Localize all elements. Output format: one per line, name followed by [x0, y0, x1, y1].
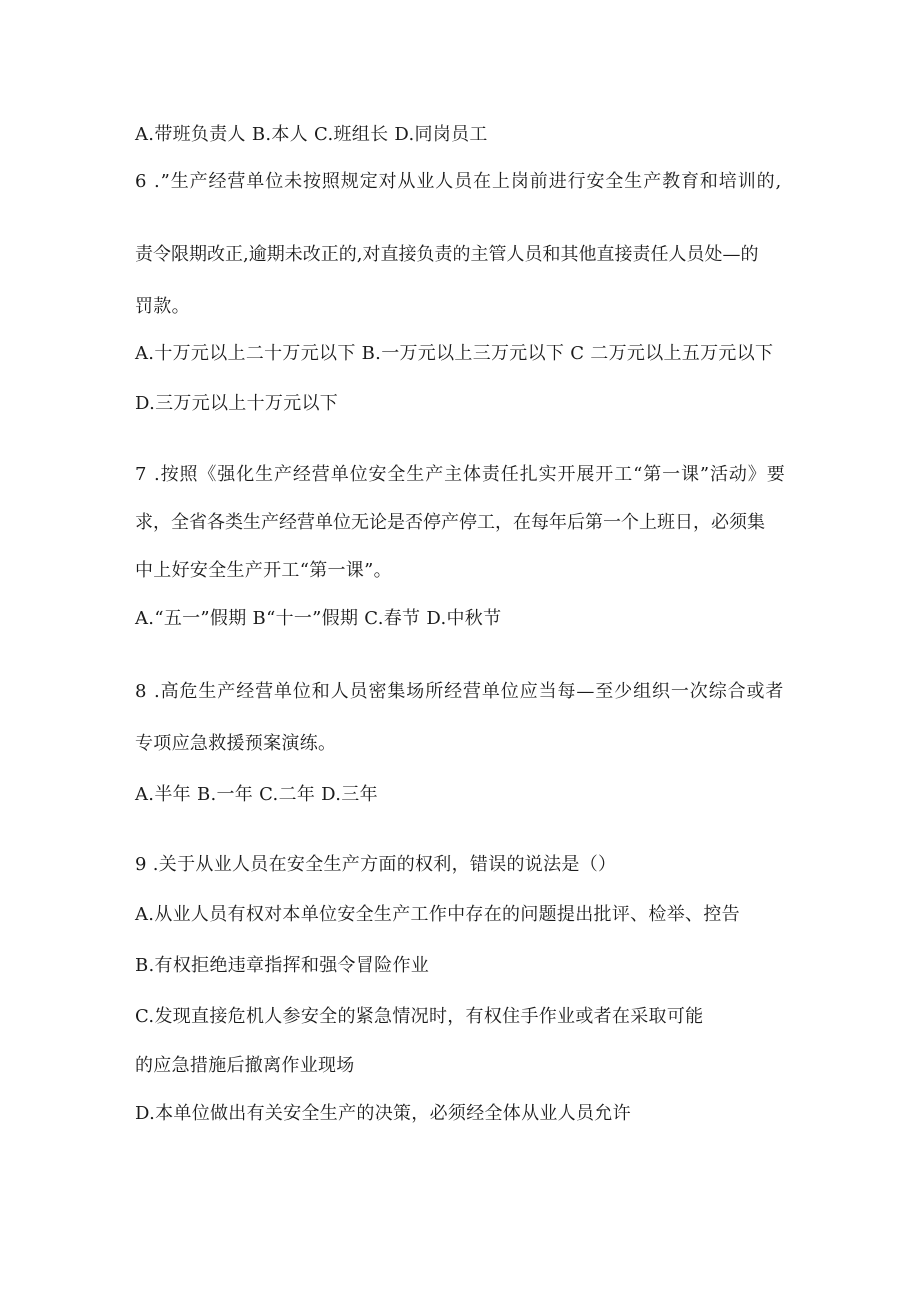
- question-9-option-a: A.从业人员有权对本单位安全生产工作中存在的问题提出批评、检举、控告: [135, 904, 740, 925]
- question-9-option-b: B.有权拒绝违章指挥和强令冒险作业: [135, 955, 430, 976]
- question-7-stem-line-1: 7 .按照《强化生产经营单位安全生产主体责任扎实开展开工“第一课”活动》要: [135, 464, 786, 485]
- question-6-stem-line-3: 罚款。: [135, 296, 190, 317]
- question-9-stem: 9 .关于从业人员在安全生产方面的权利，错误的说法是（）: [135, 854, 617, 875]
- question-6-options-line-2: D.三万元以上十万元以下: [135, 393, 339, 414]
- question-7-stem-line-2: 求，全省各类生产经营单位无论是否停产停工，在每年后第一个上班日，必须集: [135, 512, 765, 533]
- question-6-stem-line-1: 6 .”生产经营单位未按照规定对从业人员在上岗前进行安全生产教育和培训的,: [135, 171, 783, 192]
- question-9-option-c-line-2: 的应急措施后撤离作业现场: [135, 1055, 355, 1076]
- question-7-stem-line-3: 中上好安全生产开工“第一课”。: [135, 560, 392, 581]
- question-9-option-d: D.本单位做出有关安全生产的决策，必须经全体从业人员允许: [135, 1103, 631, 1124]
- question-6-stem-line-2: 责令限期改正,逾期未改正的,对直接负责的主管人员和其他直接责任人员处—的: [135, 244, 759, 265]
- previous-question-options: A.带班负责人 B.本人 C.班组长 D.同岗员工: [135, 124, 488, 145]
- question-7-options: A.“五一”假期 B“十一”假期 C.春节 D.中秋节: [135, 608, 502, 629]
- question-9-option-c-line-1: C.发现直接危机人参安全的紧急情况时，有权住手作业或者在采取可能: [135, 1006, 704, 1027]
- question-8-stem-line-1: 8 .高危生产经营单位和人员密集场所经营单位应当每—至少组织一次综合或者: [135, 681, 785, 702]
- question-8-options: A.半年 B.一年 C.二年 D.三年: [135, 784, 378, 805]
- question-6-options-line-1: A.十万元以上二十万元以下 B.一万元以上三万元以下 C 二万元以上五万元以下: [135, 343, 774, 364]
- question-8-stem-line-2: 专项应急救援预案演练。: [135, 733, 337, 754]
